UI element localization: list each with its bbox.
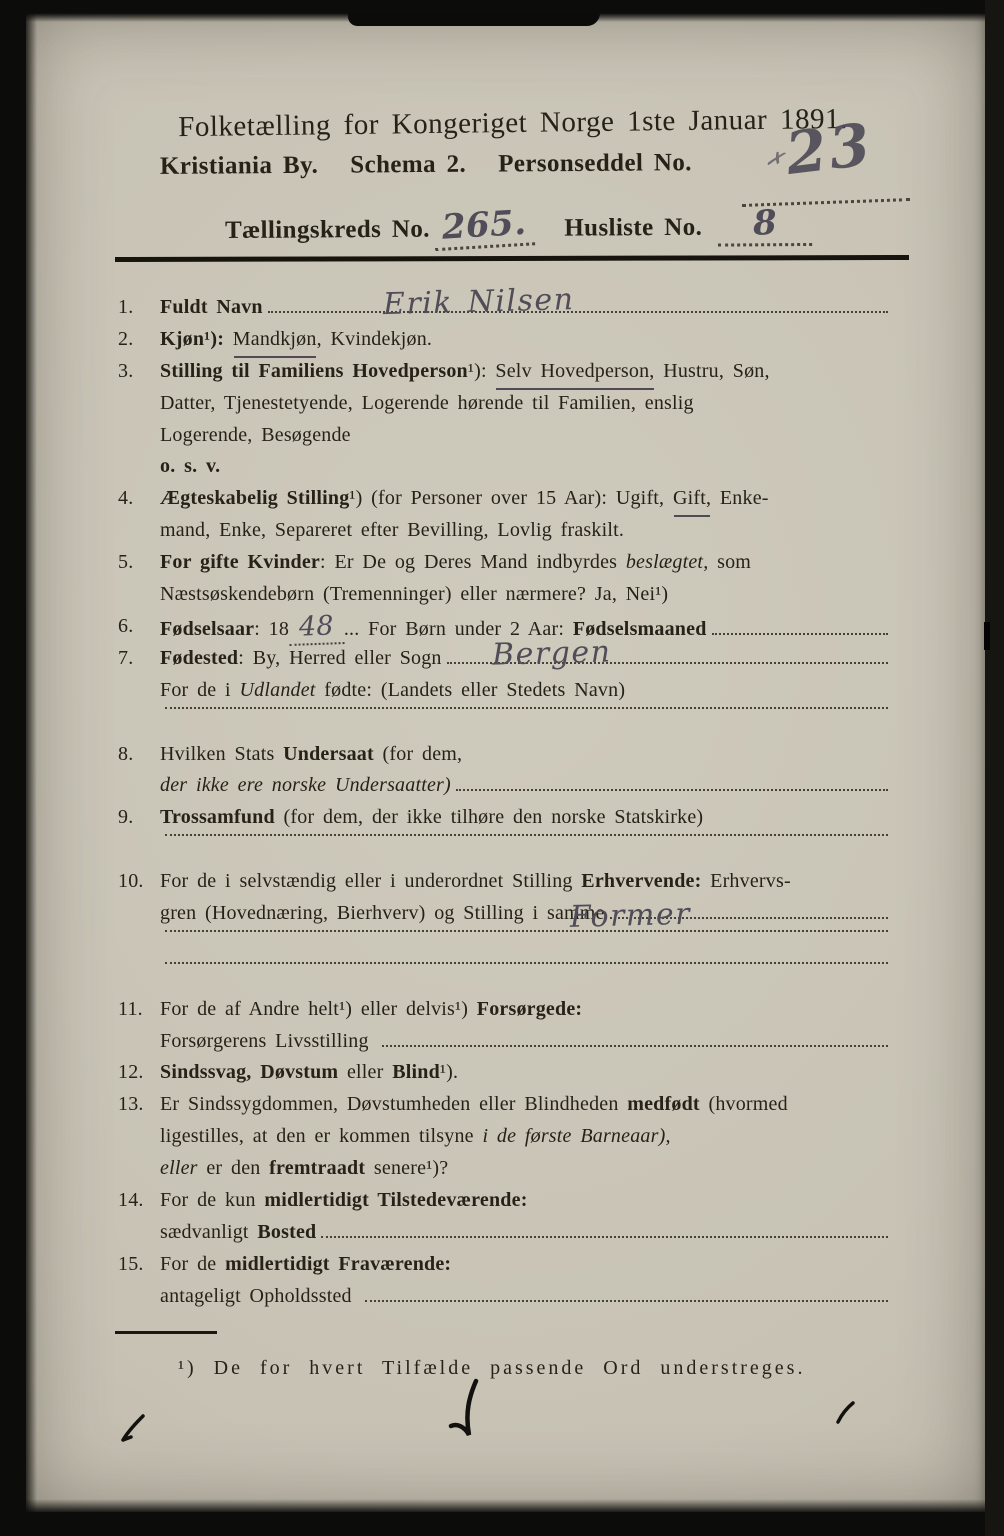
form-line bbox=[160, 707, 893, 739]
text-segment: For de i bbox=[160, 678, 240, 701]
text-segment: er den bbox=[197, 1157, 270, 1180]
personseddel-label: Personseddel No. bbox=[498, 149, 692, 178]
form-item bbox=[115, 1089, 893, 1185]
item-number: 3. bbox=[118, 359, 134, 382]
item-content bbox=[160, 1249, 893, 1313]
text-segment: For de bbox=[160, 1252, 226, 1275]
item-content bbox=[160, 356, 893, 484]
item-number: 15. bbox=[118, 1252, 144, 1275]
text-segment: ... For Børn under 2 Aar: bbox=[343, 617, 573, 640]
schema-label: Schema 2. bbox=[350, 150, 467, 179]
text-segment: For de kun bbox=[160, 1189, 265, 1211]
item-content bbox=[160, 866, 893, 994]
form-line bbox=[160, 1281, 893, 1313]
scan-edge-bottom bbox=[26, 1499, 985, 1512]
item-number: 2. bbox=[118, 327, 134, 350]
form-item bbox=[115, 1249, 893, 1313]
text-segment: (hvormed bbox=[699, 1093, 788, 1116]
scan-edge-left bbox=[26, 13, 37, 1512]
text-segment: Hustru, Søn, bbox=[654, 359, 770, 382]
form-line bbox=[160, 1089, 893, 1121]
dotted-leader bbox=[165, 834, 888, 836]
item-content bbox=[160, 547, 893, 611]
handwritten-text: Former bbox=[569, 896, 692, 935]
text-segment: Erhvervs- bbox=[701, 870, 791, 893]
text-segment: Er Sindssygdommen, Døvstumheden eller Blindheden bbox=[160, 1093, 628, 1116]
husliste-label: Husliste No. bbox=[564, 213, 703, 242]
text-segment: Datter, Tjenestetyende, Logerende hørende til Familien, enslig bbox=[160, 391, 694, 414]
form-line bbox=[160, 547, 893, 579]
handwritten-husliste-number: 8 bbox=[752, 202, 779, 244]
label-text: Fødselsmaaned bbox=[572, 617, 707, 640]
text-segment: eller bbox=[160, 1157, 198, 1180]
text-segment: Forsørgerens Livsstilling bbox=[160, 1029, 378, 1052]
item-content bbox=[160, 1089, 893, 1185]
label-text: Forsørgede: bbox=[476, 997, 583, 1020]
form-line bbox=[160, 866, 893, 898]
form-line bbox=[160, 388, 893, 420]
item-number: 9. bbox=[118, 806, 134, 829]
text-segment: Hvilken Stats bbox=[160, 742, 284, 765]
text-segment: i de første Barneaar), bbox=[482, 1125, 671, 1148]
label-text: medfødt bbox=[627, 1093, 700, 1116]
text-segment: mand, Enke, Separeret efter Bevilling, Lovlig fraskilt. bbox=[160, 519, 625, 542]
form-line bbox=[160, 675, 893, 707]
pen-underlined-word: Gift, bbox=[673, 483, 711, 515]
item-content bbox=[160, 994, 893, 1058]
text-segment: For de i selvstændig eller i underordnet Stilling bbox=[160, 870, 582, 893]
text-segment: For de af Andre helt¹) eller delvis¹) bbox=[160, 997, 477, 1020]
form-line bbox=[160, 324, 893, 356]
text-segment: , Kvindekjøn. bbox=[316, 327, 433, 350]
footnote: ¹) De for hvert Tilfælde passende Ord understreges. bbox=[178, 1357, 806, 1379]
dotted-leader bbox=[321, 1236, 888, 1238]
form-line bbox=[160, 802, 893, 834]
form-item bbox=[115, 483, 893, 547]
item-number: 13. bbox=[118, 1093, 144, 1116]
label-text: Stilling til Familiens Hovedperson bbox=[160, 359, 468, 382]
handwritten-text: Erik Nilsen bbox=[382, 282, 575, 323]
form-line bbox=[160, 282, 893, 324]
text-segment: sædvanligt bbox=[160, 1220, 258, 1243]
handwritten-entry: 48 bbox=[289, 610, 345, 646]
label-text: Sindssvag, Døvstum bbox=[160, 1061, 339, 1084]
text-segment: Logerende, Besøgende bbox=[160, 423, 351, 446]
scan-blob-top bbox=[348, 13, 600, 26]
form-line bbox=[160, 834, 893, 866]
label-text: o. s. v. bbox=[160, 455, 221, 478]
item-number: 11. bbox=[118, 997, 143, 1020]
text-segment: ¹). bbox=[439, 1061, 459, 1084]
kreds-label: Tællingskreds No. bbox=[224, 215, 430, 245]
text-segment: eller bbox=[338, 1061, 393, 1084]
handwritten-kreds-number: 265. bbox=[433, 202, 536, 251]
handwritten-personseddel-number: 23 bbox=[782, 109, 877, 189]
husliste-dotted-line bbox=[718, 203, 812, 247]
text-segment: : By, Herred eller Sogn bbox=[238, 646, 442, 669]
label-text: Undersaat bbox=[283, 742, 374, 765]
item-number: 8. bbox=[118, 742, 134, 765]
form-line bbox=[160, 1249, 893, 1281]
text-segment: som bbox=[708, 551, 752, 574]
item-content bbox=[160, 324, 893, 356]
text-segment: Næstsøskendebørn (Tremenninger) eller nærmere? Ja, Nei¹) bbox=[160, 583, 669, 606]
handwritten-text: Bergen bbox=[491, 634, 612, 673]
label-text: Erhvervende: bbox=[581, 870, 702, 893]
label-text: Fuldt Navn bbox=[160, 296, 263, 318]
form-line bbox=[160, 739, 893, 771]
form-item bbox=[115, 866, 893, 994]
form-line bbox=[160, 356, 893, 388]
dotted-leader bbox=[382, 1045, 888, 1047]
label-text: For gifte Kvinder bbox=[160, 551, 320, 574]
label-text: Fødested bbox=[160, 646, 239, 669]
form-line bbox=[160, 1057, 893, 1089]
scan-edge-right bbox=[985, 0, 1004, 1536]
ink-mark bbox=[118, 1411, 148, 1445]
form-item bbox=[115, 356, 893, 484]
item-number: 14. bbox=[118, 1189, 144, 1211]
form-item bbox=[115, 1185, 893, 1249]
dotted-leader bbox=[365, 1300, 888, 1302]
item-content bbox=[160, 1185, 893, 1249]
form-item bbox=[115, 1057, 893, 1089]
footnote-divider bbox=[115, 1331, 217, 1334]
text-segment: ¹) (for Personer over 15 Aar): Ugift, bbox=[349, 487, 673, 510]
item-number: 10. bbox=[118, 870, 144, 893]
form-item bbox=[115, 282, 893, 324]
text-segment: ligestilles, at den er kommen tilsyne bbox=[160, 1125, 483, 1148]
form-line bbox=[160, 1153, 893, 1185]
form-line bbox=[160, 1026, 893, 1058]
label-text: fremtraadt bbox=[269, 1157, 366, 1180]
label-text: Ægteskabelig Stilling bbox=[160, 487, 350, 510]
item-content bbox=[160, 634, 893, 739]
text-segment: : Er De og Deres Mand indbyrdes bbox=[320, 551, 626, 574]
form-line bbox=[160, 420, 893, 452]
item-number: 4. bbox=[118, 487, 134, 510]
item-content bbox=[160, 1057, 893, 1089]
form-subtitle-row bbox=[160, 149, 692, 181]
item-content bbox=[160, 282, 893, 324]
handwritten-scribble: ✗ bbox=[763, 145, 786, 173]
item-content bbox=[160, 802, 893, 866]
label-text: midlertidigt Tilstedeværende: bbox=[264, 1189, 528, 1211]
form-line bbox=[160, 451, 893, 483]
form-items bbox=[115, 282, 893, 1313]
form-line bbox=[160, 1185, 893, 1217]
text-segment: Udlandet bbox=[239, 678, 316, 701]
text-segment: ¹): bbox=[467, 359, 496, 382]
item-content bbox=[160, 483, 893, 547]
dotted-leader bbox=[165, 707, 888, 709]
label-text: Fødselsaar bbox=[160, 617, 255, 640]
text-segment: : 18 bbox=[254, 617, 290, 640]
label-text: Kjøn¹): bbox=[160, 327, 233, 350]
form-line bbox=[160, 1121, 893, 1153]
form-line bbox=[160, 770, 893, 802]
ink-mark bbox=[446, 1377, 492, 1445]
city-label: Kristiania By. bbox=[159, 151, 319, 180]
form-item bbox=[115, 802, 893, 866]
form-item bbox=[115, 994, 893, 1058]
form-line bbox=[160, 634, 893, 675]
form-title: Folketælling for Kongeriget Norge 1ste Januar 1891. bbox=[178, 102, 848, 144]
text-segment: (for dem, bbox=[373, 742, 463, 765]
text-segment: senere¹)? bbox=[365, 1157, 449, 1180]
pen-underlined-word: Mandkjøn bbox=[233, 324, 317, 356]
dotted-leader bbox=[165, 962, 888, 964]
item-number: 1. bbox=[118, 296, 134, 318]
text-segment: der ikke ere norske Undersaatter) bbox=[160, 774, 451, 797]
text-segment: gren (Hovednæring, Bierhverv) og Stilling i samme bbox=[160, 901, 605, 924]
dotted-leader bbox=[456, 789, 888, 791]
label-text: Trossamfund bbox=[160, 806, 275, 829]
form-item bbox=[115, 324, 893, 356]
form-line bbox=[160, 579, 893, 611]
form-item bbox=[115, 634, 893, 739]
item-number: 6. bbox=[118, 614, 134, 637]
text-segment: antageligt Opholdssted bbox=[160, 1284, 361, 1307]
item-number: 7. bbox=[118, 646, 134, 669]
handwritten-entry bbox=[268, 282, 888, 323]
kreds-row bbox=[225, 203, 813, 250]
form-item bbox=[115, 739, 893, 803]
pen-underlined-word: Selv Hovedperson, bbox=[495, 356, 654, 388]
form-line bbox=[160, 515, 893, 547]
text-segment: beslægtet, bbox=[625, 551, 709, 574]
label-text: midlertidigt Fraværende: bbox=[225, 1252, 452, 1275]
form-line bbox=[160, 483, 893, 515]
item-number: 12. bbox=[118, 1061, 144, 1084]
item-content bbox=[160, 739, 893, 803]
form-line bbox=[160, 1217, 893, 1249]
scan-notch bbox=[984, 622, 990, 650]
text-segment: Enke- bbox=[711, 487, 769, 510]
form-item bbox=[115, 547, 893, 611]
item-number: 5. bbox=[118, 551, 134, 574]
label-text: Blind bbox=[392, 1061, 440, 1084]
census-form-page bbox=[26, 13, 985, 1512]
form-line bbox=[160, 994, 893, 1026]
text-segment: fødte: (Landets eller Stedets Navn) bbox=[315, 678, 626, 701]
handwritten-entry bbox=[447, 634, 888, 673]
label-text: Bosted bbox=[257, 1220, 317, 1243]
header-divider bbox=[115, 255, 909, 262]
text-segment: (for dem, der ikke tilhøre den norske Statskirke) bbox=[274, 806, 704, 829]
ink-mark bbox=[832, 1399, 858, 1427]
form-line bbox=[160, 962, 893, 994]
